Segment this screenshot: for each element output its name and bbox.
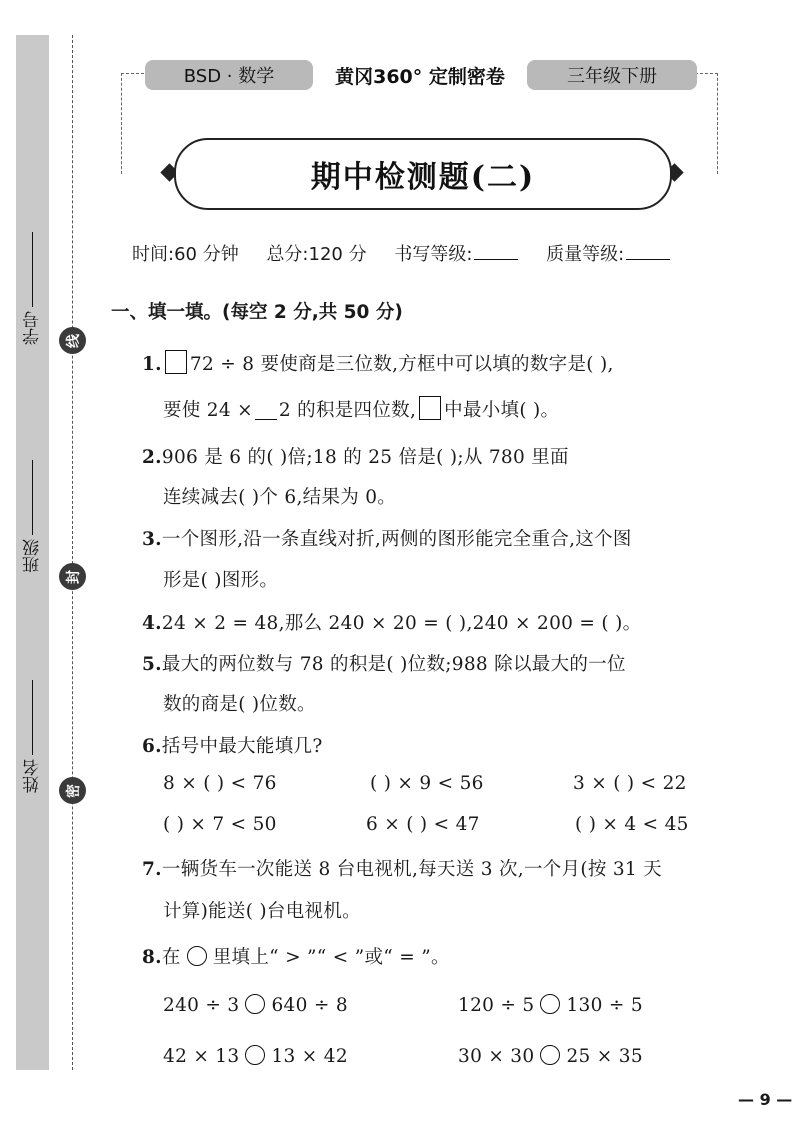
- class-line: [32, 460, 33, 535]
- q1-box-icon: [419, 396, 441, 420]
- q3-text-a: 一个图形,沿一条直线对折,两侧的图形能完全重合,这个图: [161, 529, 632, 550]
- series-title: 黄冈360° 定制密卷: [335, 65, 505, 88]
- q7-number: 7.: [142, 859, 162, 880]
- q8-text-a1: 在: [161, 947, 181, 968]
- student-id-field[interactable]: [16, 232, 49, 345]
- seal-line-icon: 线: [59, 327, 86, 354]
- q6-item: 8 × ( ) < 76: [163, 773, 277, 794]
- q2-line2: 连续减去( )个 6,结果为 0。: [163, 487, 397, 508]
- q8-left-expr: 240 ÷ 3: [163, 995, 240, 1016]
- q6-item: ( ) × 9 < 56: [370, 773, 484, 794]
- name-line: [32, 680, 33, 755]
- q8-left-expr: 30 × 30: [458, 1046, 535, 1067]
- q5-line2: 数的商是( )位数。: [163, 694, 316, 715]
- q8-compare-circle[interactable]: [245, 994, 265, 1014]
- q1-text-b3: 中最小填( )。: [444, 400, 560, 421]
- exam-meta: [132, 240, 692, 266]
- q5-number: 5.: [142, 654, 162, 675]
- q1-text-b1: 要使 24 ×: [163, 400, 253, 421]
- q8-right-expr: 130 ÷ 5: [566, 995, 643, 1016]
- q6-item: ( ) × 4 < 45: [575, 814, 689, 835]
- q1-number: 1.: [142, 354, 162, 375]
- name-field[interactable]: [16, 680, 49, 793]
- q7-text-a: 一辆货车一次能送 8 台电视机,每天送 3 次,一个月(按 31 天: [161, 859, 662, 880]
- section-title: 一、填一填。(每空 2 分,共 50 分): [111, 302, 403, 323]
- q8-number: 8.: [142, 947, 162, 968]
- q6-item: 3 × ( ) < 22: [573, 773, 687, 794]
- q6-text-a: 括号中最大能填几?: [161, 736, 323, 757]
- circle-icon: [187, 946, 207, 966]
- q8-compare-circle[interactable]: [245, 1045, 265, 1065]
- q2-text-a: 906 是 6 的( )倍;18 的 25 倍是( );从 780 里面: [161, 447, 569, 468]
- q1-blank-digit[interactable]: [255, 397, 277, 420]
- q8-compare-circle[interactable]: [540, 994, 560, 1014]
- q7-line2: 计算)能送( )台电视机。: [163, 901, 361, 922]
- q8-item: [458, 994, 643, 1016]
- q4-text-a: 24 × 2 = 48,那么 240 × 20 = ( ),240 × 200 = ( )。: [161, 613, 642, 634]
- q6-number: 6.: [142, 736, 162, 757]
- total-score: 总分:120 分: [266, 244, 367, 265]
- q8-left-expr: 120 ÷ 5: [458, 995, 535, 1016]
- q5-text-a: 最大的两位数与 78 的积是( )位数;988 除以最大的一位: [161, 654, 626, 675]
- writing-grade-blank[interactable]: [474, 258, 518, 260]
- grade-pill: 三年级下册: [527, 60, 697, 90]
- q8-item: [458, 1045, 643, 1067]
- seal-seal-icon: 封: [59, 563, 86, 590]
- q8-compare-circle[interactable]: [540, 1045, 560, 1065]
- page-number: — 9 —: [738, 1090, 793, 1109]
- q1-answer-box[interactable]: [165, 350, 187, 374]
- class-label: 班级: [23, 539, 43, 573]
- writing-grade: 书写等级:: [394, 244, 518, 265]
- q8-right-expr: 25 × 35: [566, 1046, 643, 1067]
- q8-item: [163, 994, 348, 1016]
- q2-line1: [142, 443, 569, 469]
- q1-line1: [142, 350, 614, 376]
- subject-pill: BSD · 数学: [145, 60, 313, 90]
- header-bar: [145, 58, 697, 92]
- seal-secret-icon: 密: [59, 777, 86, 804]
- class-field[interactable]: [16, 460, 49, 573]
- q8-line1: [142, 943, 450, 969]
- student-id-line: [32, 232, 33, 307]
- q1-line2: [163, 396, 559, 422]
- q3-line1: [142, 525, 632, 551]
- q6-line1: [142, 732, 323, 758]
- page-title: 期中检测题(二): [310, 160, 536, 195]
- q8-right-expr: 13 × 42: [271, 1046, 348, 1067]
- title-box: [174, 138, 672, 210]
- q1-text-a: 72 ÷ 8 要使商是三位数,方框中可以填的数字是( ),: [189, 354, 614, 375]
- q8-left-expr: 42 × 13: [163, 1046, 240, 1067]
- q7-line1: [142, 855, 662, 881]
- q6-item: 6 × ( ) < 47: [366, 814, 480, 835]
- time-limit: 时间:60 分钟: [132, 244, 239, 265]
- q4-line1: [142, 609, 641, 635]
- q8-text-a2: 里填上“ > ”“ < ”或“ = ”。: [212, 947, 450, 968]
- quality-grade-blank[interactable]: [626, 258, 670, 260]
- cut-line: [72, 35, 73, 1070]
- q4-number: 4.: [142, 613, 162, 634]
- q6-item: ( ) × 7 < 50: [163, 814, 277, 835]
- q2-number: 2.: [142, 447, 162, 468]
- q8-item: [163, 1045, 348, 1067]
- q3-line2: 形是( )图形。: [163, 570, 279, 591]
- student-id-label: 学号: [23, 311, 43, 345]
- q1-text-b2: 2 的积是四位数,: [278, 400, 417, 421]
- quality-grade: 质量等级:: [546, 244, 670, 265]
- name-label: 姓名: [23, 759, 43, 793]
- q3-number: 3.: [142, 529, 162, 550]
- q5-line1: [142, 650, 626, 676]
- q8-right-expr: 640 ÷ 8: [271, 995, 348, 1016]
